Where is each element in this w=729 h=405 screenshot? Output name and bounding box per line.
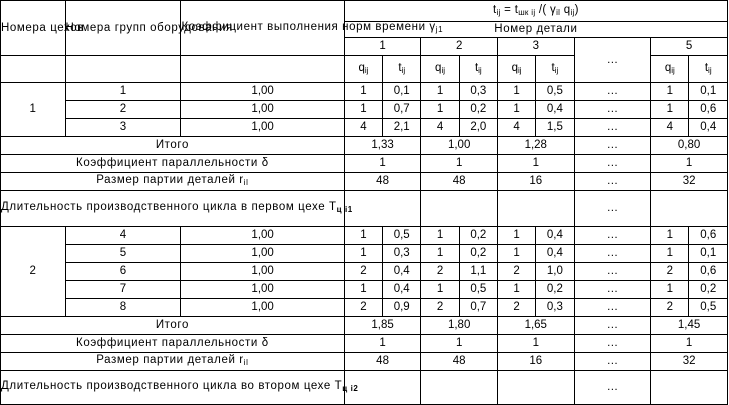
- q-value: 4: [497, 119, 535, 137]
- coef-value: 1,00: [181, 263, 344, 281]
- t-value: 0,2: [459, 101, 497, 119]
- header-part-number: Номер детали: [344, 22, 727, 38]
- table-row: [1, 83, 728, 101]
- ellipsis: …: [574, 317, 651, 335]
- ellipsis: …: [574, 155, 651, 173]
- t-value: 2,1: [383, 119, 421, 137]
- q-value: 1: [651, 83, 689, 101]
- empty-cell: [65, 56, 181, 83]
- batch-value: 16: [497, 173, 574, 191]
- q-value: 1: [651, 227, 689, 245]
- batch-value: 48: [421, 353, 498, 371]
- ellipsis: …: [574, 137, 651, 155]
- batch-value: 16: [497, 353, 574, 371]
- q-value: 1: [651, 101, 689, 119]
- parallel-value: 1: [421, 155, 498, 173]
- t-value: 0,4: [536, 101, 574, 119]
- group-number: 5: [65, 245, 181, 263]
- t-value: 0,2: [689, 281, 728, 299]
- t-value: 2,0: [459, 119, 497, 137]
- t-value: 0,4: [536, 245, 574, 263]
- parallel-value: 1: [497, 335, 574, 353]
- q-value: 1: [421, 83, 459, 101]
- t-value: 0,5: [536, 83, 574, 101]
- q-value: 4: [651, 119, 689, 137]
- table-row: [1, 227, 728, 245]
- q-value: 2: [651, 299, 689, 317]
- duration-value: [344, 191, 421, 227]
- q-value: 1: [344, 281, 382, 299]
- total-label: Итого: [1, 137, 345, 155]
- q-value: 2: [344, 299, 382, 317]
- total-row: [1, 137, 728, 155]
- group-number: 6: [65, 263, 181, 281]
- total-value: 1,85: [344, 317, 421, 335]
- q-value: 1: [421, 227, 459, 245]
- t-value: 1,1: [459, 263, 497, 281]
- ellipsis: …: [574, 371, 651, 405]
- q-value: 1: [421, 281, 459, 299]
- duration-value: [421, 371, 498, 405]
- q-value: 2: [497, 263, 535, 281]
- empty-cell: [181, 56, 344, 83]
- q-value: 1: [421, 101, 459, 119]
- batch-label: Размер партии деталей $r_{il}$: [1, 353, 345, 371]
- t-value: 0,3: [459, 83, 497, 101]
- total-value: 1,00: [421, 137, 498, 155]
- ellipsis: …: [574, 281, 651, 299]
- q-value: 1: [344, 83, 382, 101]
- coef-value: 1,00: [181, 227, 344, 245]
- batch-value: 48: [344, 353, 421, 371]
- coef-value: 1,00: [181, 245, 344, 263]
- ellipsis: …: [574, 191, 651, 227]
- duration-value: [651, 191, 728, 227]
- q-header: $q_{ij}$: [421, 56, 459, 83]
- batch-value: 48: [344, 173, 421, 191]
- header-formula: $t_{ij} = t_{шк ij}$ /( $\gamma_{il}$ $q_{ij}$): [344, 1, 727, 22]
- parallel-row: [1, 335, 728, 353]
- ellipsis: …: [574, 101, 651, 119]
- total-value: 1,65: [497, 317, 574, 335]
- q-value: 1: [344, 245, 382, 263]
- t-header: $t_{ij}$: [459, 56, 497, 83]
- t-value: 0,1: [383, 83, 421, 101]
- duration-label: Длительность производственного цикла в первом цехе Tц i1: [1, 191, 345, 227]
- t-header: $t_{ij}$: [383, 56, 421, 83]
- table-row: [1, 281, 728, 299]
- ellipsis: …: [574, 227, 651, 245]
- header-groups: Номера групп оборудования: [65, 1, 181, 56]
- t-value: 0,5: [689, 299, 728, 317]
- ellipsis: …: [574, 119, 651, 137]
- t-value: 0,5: [459, 281, 497, 299]
- parallel-value: 1: [344, 155, 421, 173]
- q-value: 2: [421, 263, 459, 281]
- q-value: 1: [497, 281, 535, 299]
- t-value: 0,6: [689, 263, 728, 281]
- total-value: 1,80: [421, 317, 498, 335]
- table-row: [1, 101, 728, 119]
- total-value: 0,80: [651, 137, 728, 155]
- q-value: 4: [344, 119, 382, 137]
- duration-row: [1, 371, 728, 405]
- ellipsis: …: [574, 263, 651, 281]
- t-value: 0,5: [383, 227, 421, 245]
- total-value: 1,33: [344, 137, 421, 155]
- batch-label: Размер партии деталей $r_{il}$: [1, 173, 345, 191]
- t-value: 0,3: [383, 245, 421, 263]
- header-part-5: 5: [651, 38, 728, 56]
- ellipsis: …: [574, 353, 651, 371]
- duration-label: Длительность производственного цикла во втором цехе Tц i2: [1, 371, 345, 405]
- q-value: 2: [421, 299, 459, 317]
- coef-value: 1,00: [181, 119, 344, 137]
- header-part-2: 2: [421, 38, 498, 56]
- t-value: 0,2: [536, 281, 574, 299]
- table-row: [1, 263, 728, 281]
- parallel-value: 1: [497, 155, 574, 173]
- parallel-row: [1, 155, 728, 173]
- t-value: 0,4: [383, 263, 421, 281]
- coef-value: 1,00: [181, 299, 344, 317]
- batch-row: [1, 353, 728, 371]
- q-value: 4: [421, 119, 459, 137]
- t-value: 0,4: [383, 281, 421, 299]
- q-value: 1: [497, 101, 535, 119]
- header-part-3: 3: [497, 38, 574, 56]
- q-value: 2: [497, 299, 535, 317]
- q-value: 1: [344, 227, 382, 245]
- ellipsis: …: [574, 299, 651, 317]
- t-value: 0,7: [383, 101, 421, 119]
- total-label: Итого: [1, 317, 345, 335]
- shop-number: 2: [1, 227, 66, 317]
- empty-cell: [1, 56, 66, 83]
- header-part-ellipsis: …: [574, 38, 651, 83]
- coef-value: 1,00: [181, 101, 344, 119]
- group-number: 7: [65, 281, 181, 299]
- header-coef: Коэффициент выполнения норм времени $\gamma_{j1}$: [181, 1, 344, 56]
- t-value: 0,6: [689, 101, 728, 119]
- parallel-value: 1: [344, 335, 421, 353]
- duration-row: [1, 191, 728, 227]
- coef-value: 1,00: [181, 281, 344, 299]
- batch-value: 32: [651, 353, 728, 371]
- ellipsis: …: [574, 335, 651, 353]
- header-shop: Номера цехов: [1, 1, 66, 56]
- q-value: 2: [651, 263, 689, 281]
- table-row: [1, 299, 728, 317]
- q-value: 1: [497, 83, 535, 101]
- q-value: 1: [421, 245, 459, 263]
- t-value: 0,4: [689, 119, 728, 137]
- batch-row: [1, 173, 728, 191]
- t-value: 0,2: [459, 245, 497, 263]
- t-value: 0,1: [689, 245, 728, 263]
- total-value: 1,45: [651, 317, 728, 335]
- t-value: 0,1: [689, 83, 728, 101]
- header-part-1: 1: [344, 38, 421, 56]
- parallel-value: 1: [651, 155, 728, 173]
- ellipsis: …: [574, 245, 651, 263]
- t-value: 0,2: [459, 227, 497, 245]
- q-header: $q_{ij}$: [497, 56, 535, 83]
- ellipsis: …: [574, 83, 651, 101]
- t-value: 0,7: [459, 299, 497, 317]
- q-header: $q_{ij}$: [344, 56, 382, 83]
- t-value: 0,6: [689, 227, 728, 245]
- header-row-1: [1, 1, 728, 22]
- duration-value: [421, 191, 498, 227]
- group-number: 4: [65, 227, 181, 245]
- t-value: 0,9: [383, 299, 421, 317]
- t-header: $t_{ij}$: [536, 56, 574, 83]
- t-value: 0,3: [536, 299, 574, 317]
- table-row: [1, 245, 728, 263]
- group-number: 2: [65, 101, 181, 119]
- t-value: 1,0: [536, 263, 574, 281]
- duration-value: [497, 371, 574, 405]
- total-row: [1, 317, 728, 335]
- duration-value: [497, 191, 574, 227]
- total-value: 1,28: [497, 137, 574, 155]
- batch-value: 48: [421, 173, 498, 191]
- q-header: $q_{ij}$: [651, 56, 689, 83]
- shop-number: 1: [1, 83, 66, 137]
- q-value: 1: [651, 245, 689, 263]
- q-value: 1: [344, 101, 382, 119]
- q-value: 1: [497, 245, 535, 263]
- t-value: 1,5: [536, 119, 574, 137]
- q-value: 1: [497, 227, 535, 245]
- ellipsis: …: [574, 173, 651, 191]
- group-number: 3: [65, 119, 181, 137]
- parallel-label: Коэффициент параллельности δ: [1, 335, 345, 353]
- batch-value: 32: [651, 173, 728, 191]
- parallel-value: 1: [421, 335, 498, 353]
- duration-value: [651, 371, 728, 405]
- parallel-label: Коэффициент параллельности δ: [1, 155, 345, 173]
- coef-value: 1,00: [181, 83, 344, 101]
- group-number: 8: [65, 299, 181, 317]
- group-number: 1: [65, 83, 181, 101]
- t-value: 0,4: [536, 227, 574, 245]
- parallel-value: 1: [651, 335, 728, 353]
- t-header: $t_{ij}$: [689, 56, 728, 83]
- table-row: [1, 119, 728, 137]
- q-value: 2: [344, 263, 382, 281]
- q-value: 1: [651, 281, 689, 299]
